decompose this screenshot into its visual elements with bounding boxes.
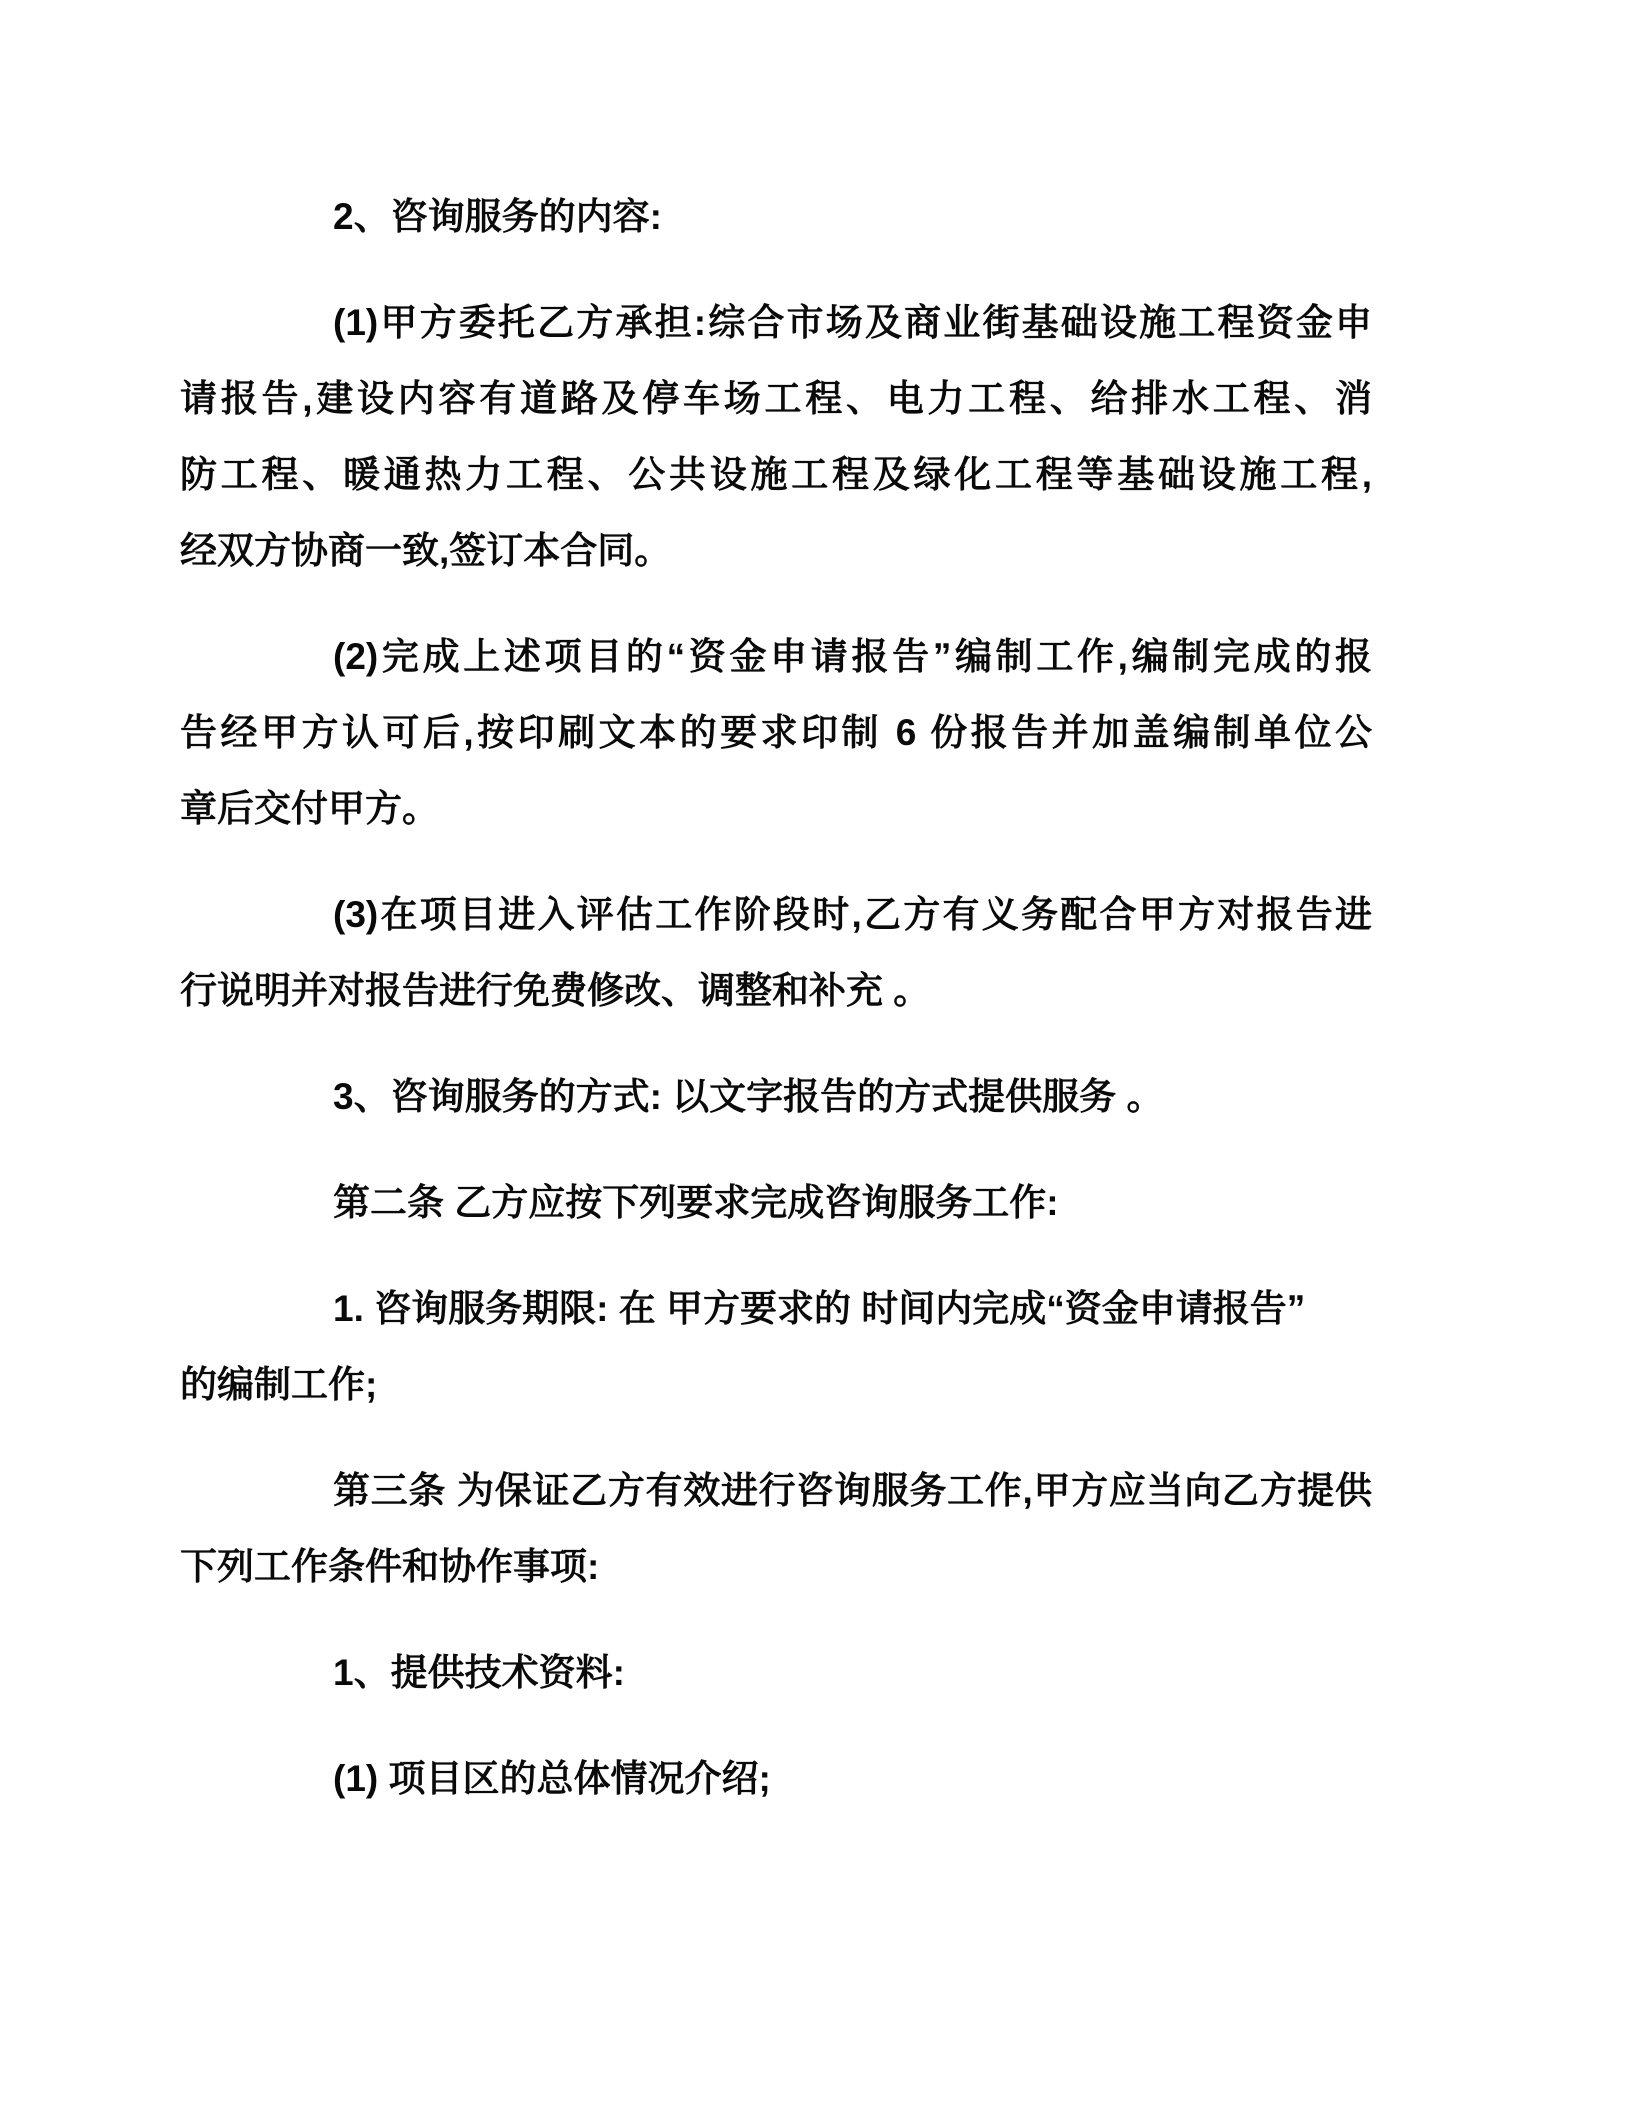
text-line: 下列工作条件和协作事项: bbox=[180, 1546, 600, 1587]
text-line: (2)完成上述项目的“资金申请报告”编制工作,编制完成的报 bbox=[333, 636, 1372, 677]
text-line: (1)甲方委托乙方承担:综合市场及商业街基础设施工程资金申 bbox=[333, 302, 1372, 343]
text-line: 防工程、暖通热力工程、公共设施工程及绿化工程等基础设施工程, bbox=[180, 454, 1372, 495]
paragraph bbox=[180, 285, 1372, 589]
paragraph bbox=[180, 1453, 1372, 1605]
paragraph bbox=[180, 1741, 1372, 1817]
text-line: 2、咨询服务的内容: bbox=[333, 196, 662, 237]
paragraph bbox=[180, 877, 1372, 1029]
text-line: 1、提供技术资料: bbox=[333, 1652, 625, 1693]
document-body bbox=[180, 179, 1372, 1847]
text-line: 的编制工作; bbox=[180, 1364, 378, 1405]
text-line: 第二条 乙方应按下列要求完成咨询服务工作: bbox=[333, 1182, 1059, 1223]
paragraph bbox=[180, 1059, 1372, 1135]
text-line: 请报告,建设内容有道路及停车场工程、电力工程、给排水工程、消 bbox=[180, 378, 1372, 419]
text-line: 告经甲方认可后,按印刷文本的要求印制 6 份报告并加盖编制单位公 bbox=[180, 712, 1372, 753]
text-line: 3、咨询服务的方式: 以文字报告的方式提供服务 。 bbox=[333, 1076, 1164, 1117]
paragraph bbox=[180, 1271, 1372, 1423]
text-line: (3)在项目进入评估工作阶段时,乙方有义务配合甲方对报告进 bbox=[333, 894, 1372, 935]
paragraph bbox=[180, 1165, 1372, 1241]
text-line: (1) 项目区的总体情况介绍; bbox=[333, 1758, 771, 1799]
text-line: 经双方协商一致,签订本合同。 bbox=[180, 530, 672, 571]
text-line: 1. 咨询服务期限: 在 甲方要求的 时间内完成“资金申请报告” bbox=[333, 1288, 1306, 1329]
text-line: 第三条 为保证乙方有效进行咨询服务工作,甲方应当向乙方提供 bbox=[333, 1470, 1372, 1511]
paragraph bbox=[180, 179, 1372, 255]
paragraph bbox=[180, 619, 1372, 847]
paragraph bbox=[180, 1635, 1372, 1711]
text-line: 行说明并对报告进行免费修改、调整和补充 。 bbox=[180, 970, 931, 1011]
text-line: 章后交付甲方。 bbox=[180, 788, 439, 829]
